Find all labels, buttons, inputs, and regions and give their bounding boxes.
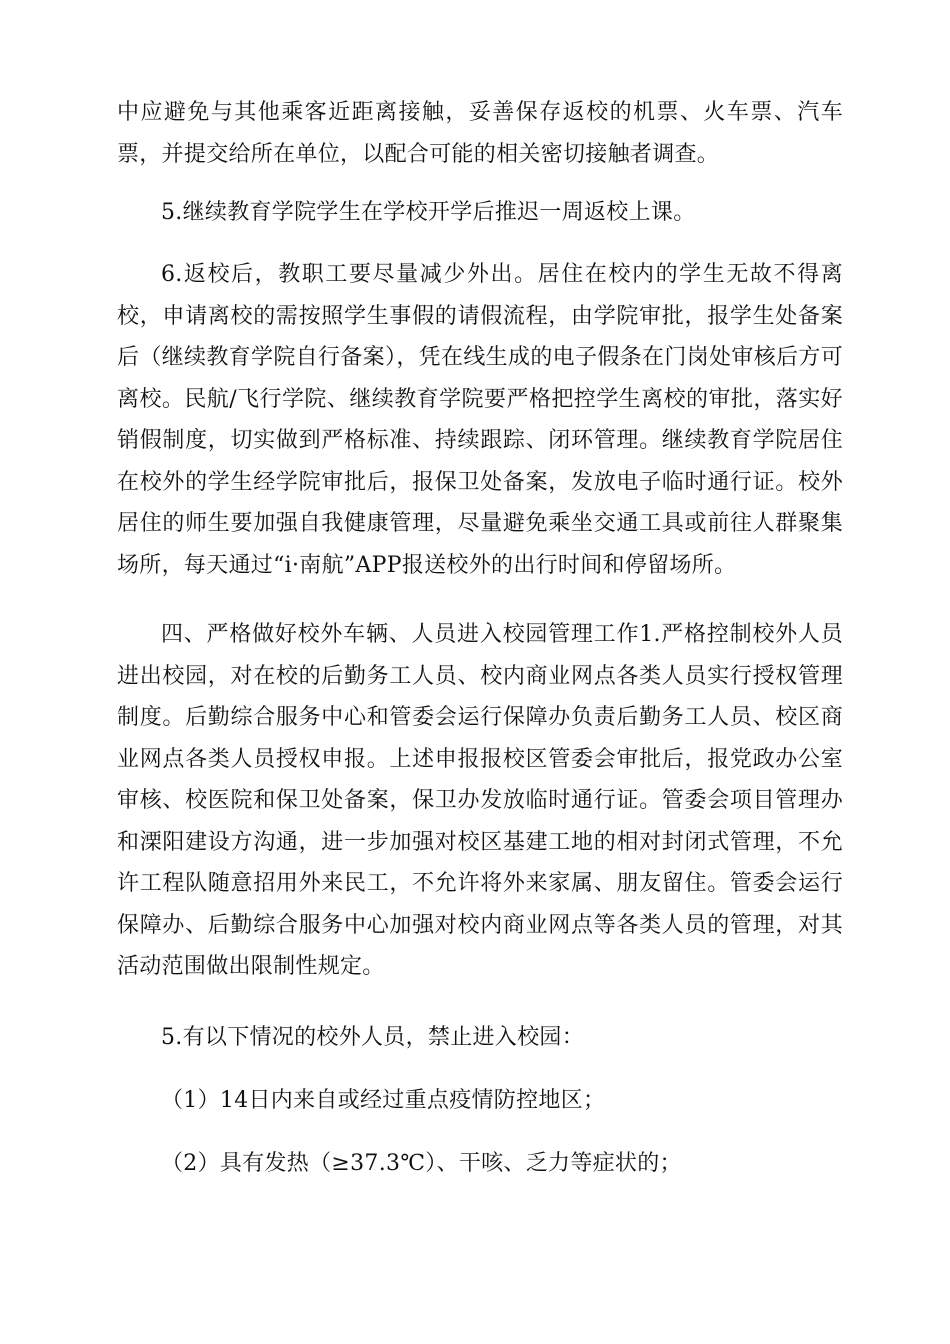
paragraph-item-6-after-return: 6.返校后，教职工要尽量减少外出。居住在校内的学生无故不得离校，申请离校的需按照学生事假的请假流程，由学院审批，报学生处备案后（继续教育学院自行备案），凭在线生成的电子假条在门岗处审核后方可离校。民航/飞行学院、继续教育学院要严格把控学生离校的审批，落实好销假制度，切实做到严格标准、持续跟踪、闭环管理。继续教育学院居住在校外的学生经学院审批后，报保卫处备案，发放电子临时通行证。校外居住的师生要加强自我健康管理，尽量避免乘坐交通工具或前往人群聚集场所，每天通过“i·南航”APP报送校外的出行时间和停留场所。 [117,262,843,578]
paragraph-section-4-campus-access: 四、严格做好校外车辆、人员进入校园管理工作1.严格控制校外人员进出校园，对在校的后勤务工人员、校内商业网点各类人员实行授权管理制度。后勤综合服务中心和管委会运行保障办负责后勤务工人员、校区商业网点各类人员授权申报。上述申报报校区管委会审批后，报党政办公室审核、校医院和保卫处备案，保卫办发放临时通行证。管委会项目管理办和溧阳建设方沟通，进一步加强对校区基建工地的相对封闭式管理，不允许工程队随意招用外来民工，不允许将外来家属、朋友留住。管委会运行保障办、后勤综合服务中心加强对校内商业网点等各类人员的管理，对其活动范围做出限制性规定。 [117,622,843,979]
list-item-1-epidemic-area: （1）14日内来自或经过重点疫情防控地区； [161,1088,606,1113]
paragraph-continuation: 中应避免与其他乘客近距离接触，妥善保存返校的机票、火车票、汽车票，并提交给所在单位，以配合可能的相关密切接触者调查。 [117,100,843,167]
paragraph-item-5-prohibited-persons: 5.有以下情况的校外人员，禁止进入校园： [161,1025,584,1050]
list-item-2-symptoms: （2）具有发热（≥37.3℃）、干咳、乏力等症状的； [161,1151,682,1176]
paragraph-item-5-continuing-education: 5.继续教育学院学生在学校开学后推迟一周返校上课。 [161,200,696,225]
